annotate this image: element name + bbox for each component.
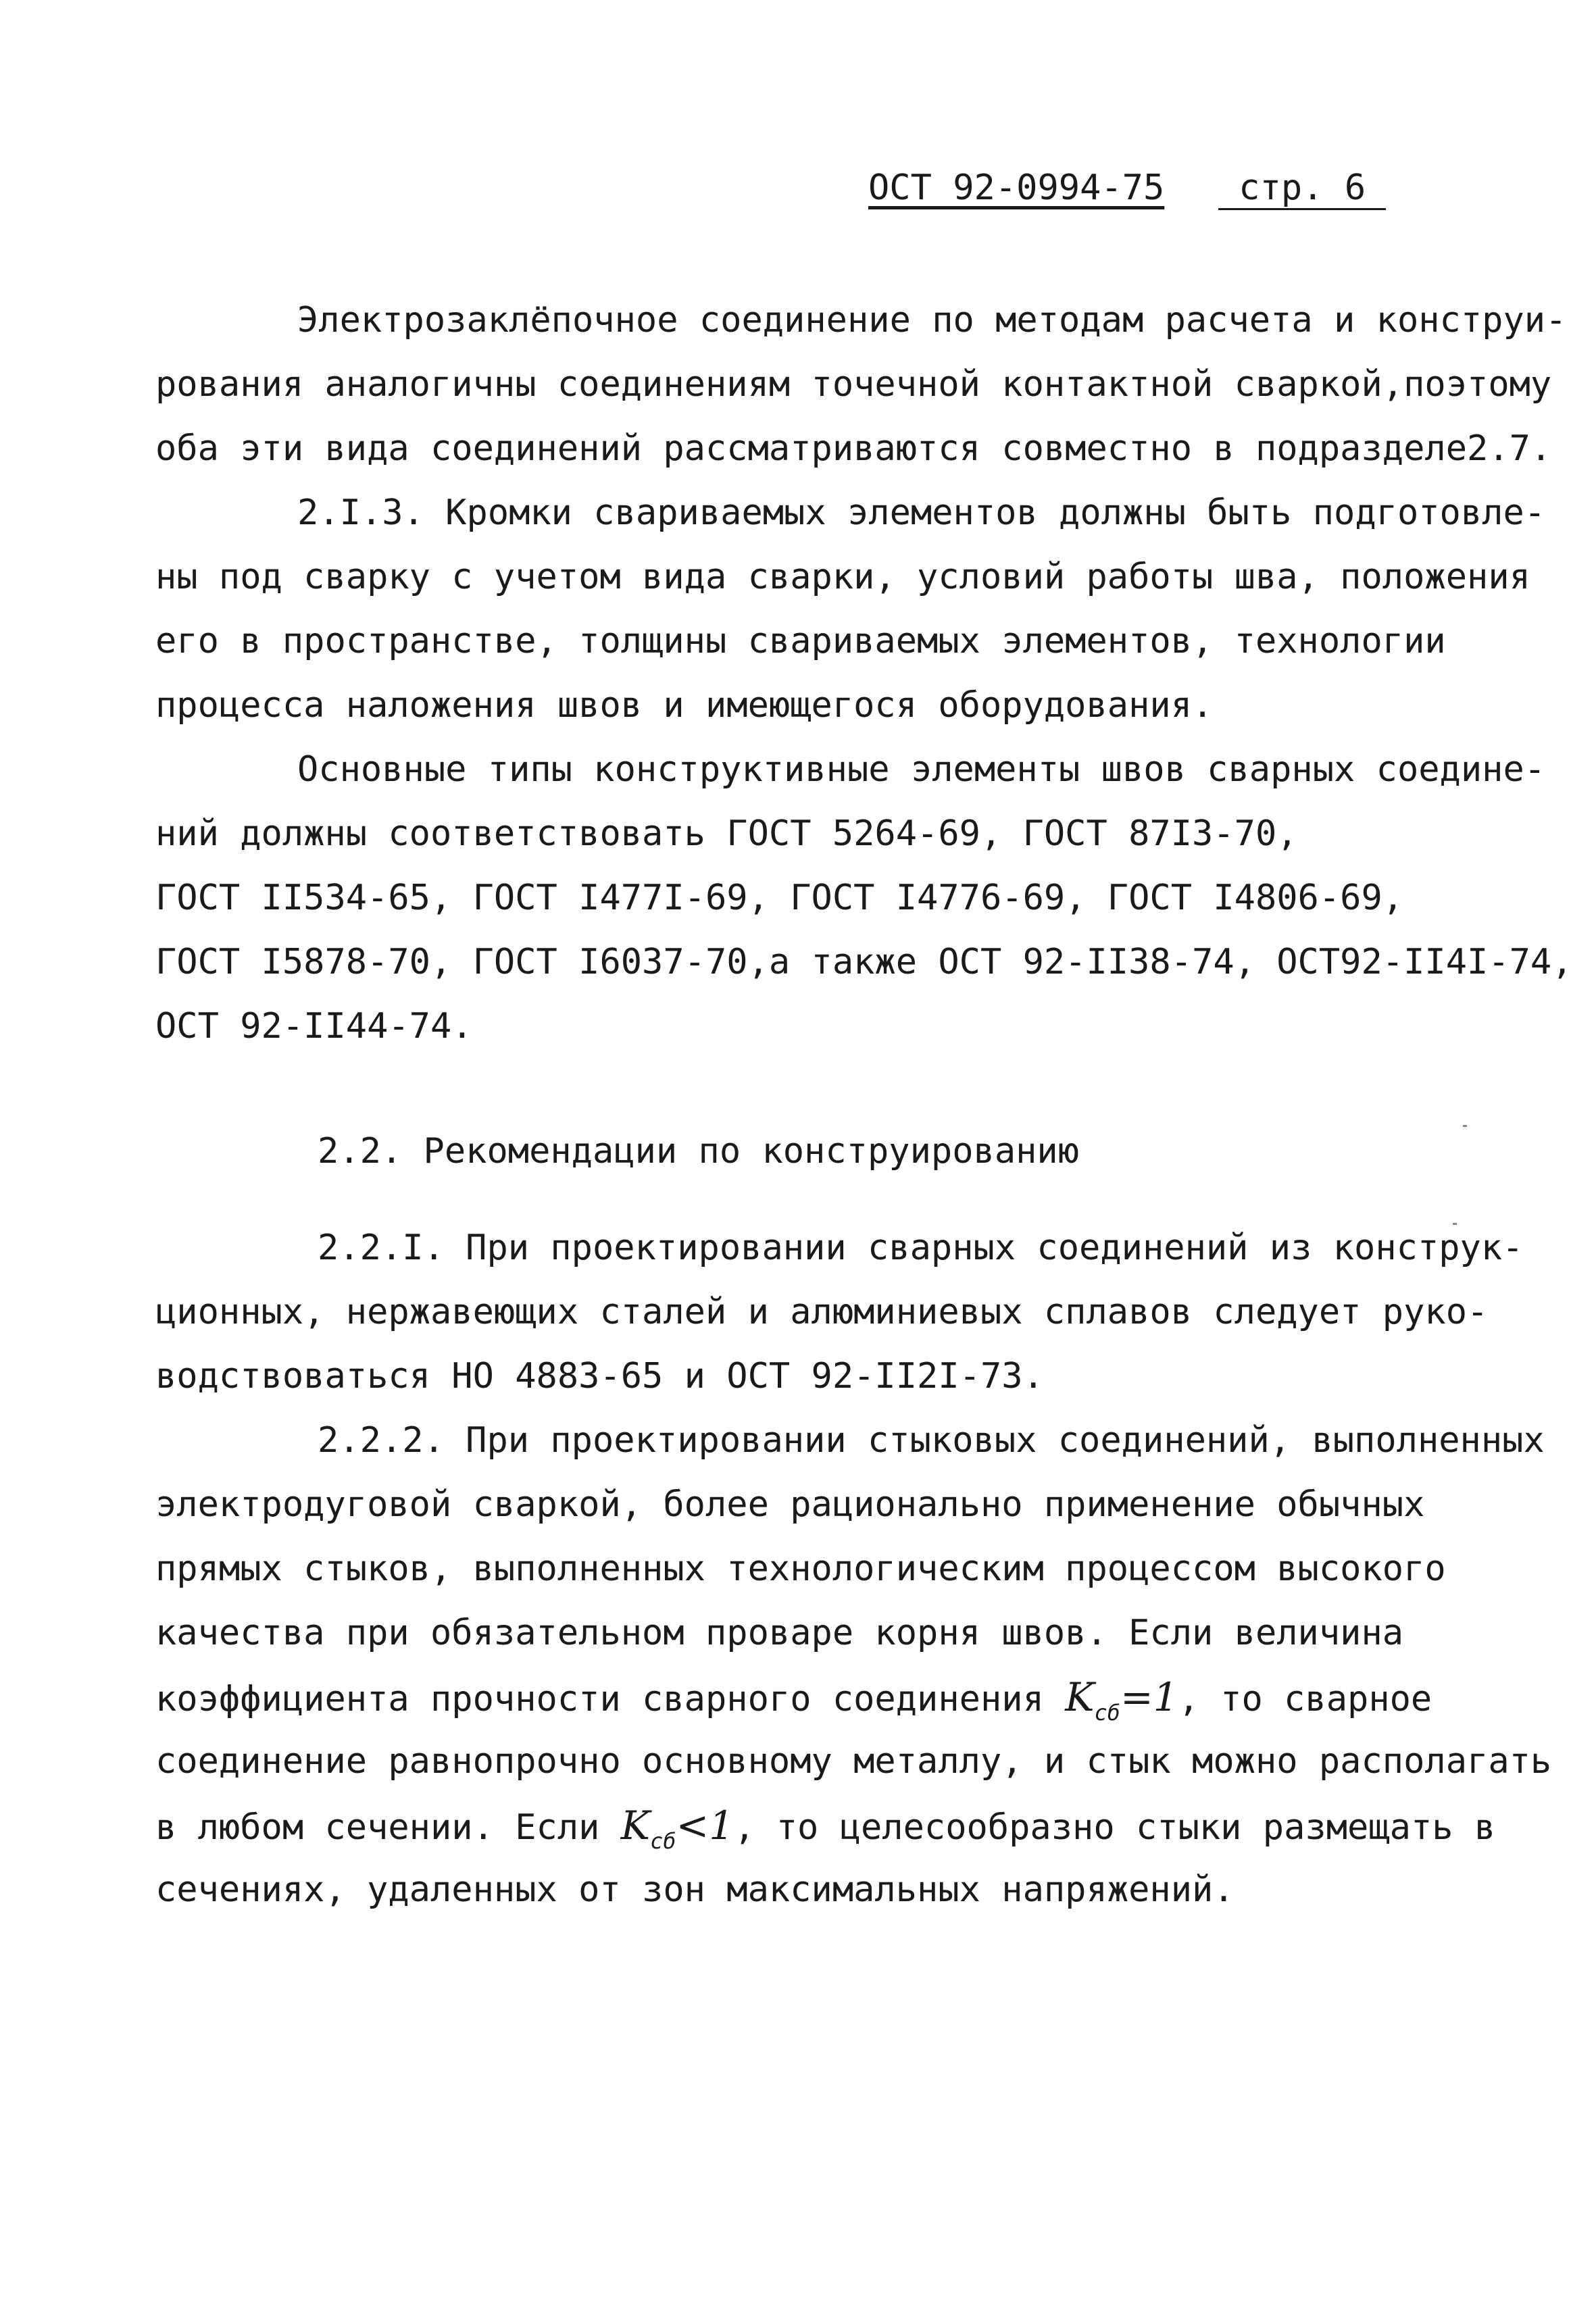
paragraph-1-line-3: оба эти вида соединений рассматриваются совместно в подразделе2.7. (155, 428, 1552, 469)
page-number: стр. 6 (1218, 168, 1386, 210)
paragraph-5-line-6: соединение равнопрочно основному металлу, и стык можно располагать (155, 1741, 1552, 1782)
paragraph-3-line-5: ОСТ 92-II44-74. (155, 1006, 473, 1047)
section-heading: 2.2. Рекомендации по конструированию (318, 1131, 1080, 1172)
paragraph-3-line-2: ний должны соответствовать ГОСТ 5264-69, ГОСТ 87I3-70, (155, 813, 1298, 854)
coefficient-symbol: K (1065, 1674, 1095, 1720)
line-5-text: коэффициента прочности сварного соединения (155, 1679, 1066, 1719)
paragraph-2-line-1: 2.I.3. Кромки свариваемых элементов должны быть подготовле- (297, 493, 1546, 533)
paragraph-5-line-7 (155, 1804, 1495, 1863)
paragraph-3-line-1: Основные типы конструктивные элементы швов сварных соедине- (297, 749, 1546, 790)
paragraph-2-line-4: процесса наложения швов и имеющегося оборудования. (155, 685, 1214, 726)
paragraph-5-line-8: сечениях, удаленных от зон максимальных напряжений. (155, 1869, 1235, 1910)
line-7-tail: , то целесообразно стыки размещать в (734, 1807, 1496, 1848)
document-code: ОСТ 92-0994-75 (868, 168, 1165, 208)
page-header (868, 168, 1386, 208)
paragraph-1-line-2: рования аналогичны соединениям точечной контактной сваркой,поэтому (155, 364, 1552, 405)
paragraph-1-line-1: Электрозаклёпочное соединение по методам расчета и конструи- (297, 300, 1567, 341)
less-than-one: <1 (676, 1803, 734, 1848)
equals-one: =1 (1120, 1674, 1178, 1720)
coefficient-subscript-2: сб (650, 1828, 676, 1854)
paragraph-5-line-3: прямых стыков, выполненных технологическим процессом высокого (155, 1549, 1446, 1589)
paragraph-5-line-2: электродуговой сваркой, более рационально применение обычных (155, 1484, 1425, 1525)
paragraph-3-line-4: ГОСТ I5878-70, ГОСТ I6037-70,а также ОСТ 92-II38-74, ОСТ92-II4I-74, (155, 942, 1573, 982)
paragraph-4-line-3: водствоваться НО 4883-65 и ОСТ 92-II2I-73. (155, 1356, 1044, 1397)
paragraph-2-line-2: ны под сварку с учетом вида сварки, условий работы шва, положения (155, 557, 1530, 597)
line-5-tail: , то сварное (1178, 1679, 1432, 1719)
paragraph-4-line-2: ционных, нержавеющих сталей и алюминиевых сплавов следует руко- (155, 1292, 1489, 1332)
paragraph-2-line-3: его в пространстве, толщины свариваемых элементов, технологии (155, 621, 1446, 661)
scan-speck (1453, 1223, 1457, 1225)
paragraph-3-line-3: ГОСТ II534-65, ГОСТ I477I-69, ГОСТ I4776-69, ГОСТ I4806-69, (155, 878, 1404, 918)
paragraph-4-line-1: 2.2.I. При проектировании сварных соединений из конструк- (318, 1228, 1524, 1268)
coefficient-symbol-2: K (620, 1803, 651, 1848)
paragraph-5-line-4: качества при обязательном проваре корня швов. Если величина (155, 1613, 1404, 1653)
coefficient-subscript: сб (1094, 1700, 1121, 1726)
paragraph-5-line-5 (155, 1676, 1432, 1734)
line-7-text: в любом сечении. Если (155, 1807, 621, 1848)
paragraph-5-line-1: 2.2.2. При проектировании стыковых соединений, выполненных (318, 1420, 1545, 1461)
scan-speck (1463, 1125, 1467, 1127)
